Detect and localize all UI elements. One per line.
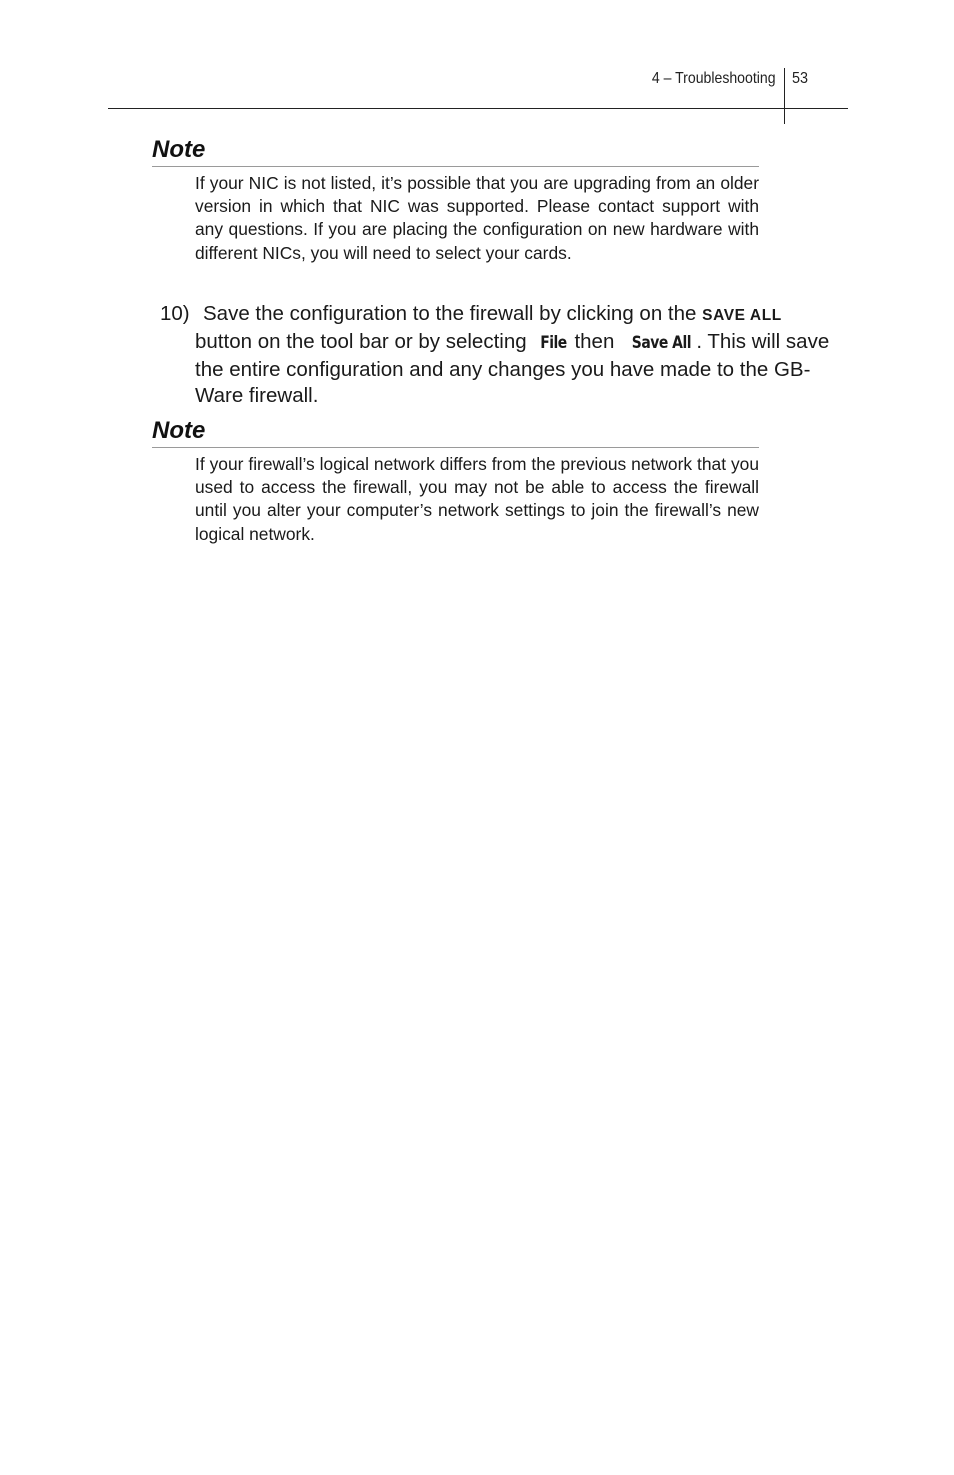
note-block-2 <box>152 417 759 546</box>
step-text <box>195 301 840 409</box>
chapter-title: 4 – Troubleshooting <box>652 70 776 87</box>
step-text-part: . This will save the entire configuration and any changes you have made to the GB-Ware firewall. <box>195 330 830 407</box>
note-heading: Note <box>152 417 206 444</box>
save-all-button-label: SAVE ALL <box>702 307 782 324</box>
page-number: 53 <box>792 70 809 87</box>
note-heading: Note <box>152 136 206 163</box>
note-body: If your NIC is not listed, it’s possible that you are upgrading from an older version in which that NIC was supported. Please contact support with any questions. If you are placing the configuration on new hardware with different NICs, you will need to select your cards. <box>195 173 759 263</box>
save-all-menu-name: Save All <box>631 333 692 354</box>
header-horizontal-rule <box>108 108 848 109</box>
step-text-part: button on the tool bar or by selecting <box>195 330 533 354</box>
note-body: If your firewall’s logical network differs from the previous network that you used to access the firewall, you may not be able to access the firewall until you alter your computer’s network settings to join the firewall’s new logical network. <box>195 454 759 544</box>
running-header <box>0 68 954 128</box>
step-text-part: Save the configuration to the firewall by clicking on the <box>203 302 703 325</box>
note-block-1 <box>152 136 759 265</box>
header-vertical-rule <box>784 68 785 124</box>
step-text-part: then <box>568 330 621 354</box>
step-number: 10) <box>160 302 190 325</box>
file-menu-name: File <box>540 333 568 354</box>
step-10 <box>160 301 840 409</box>
